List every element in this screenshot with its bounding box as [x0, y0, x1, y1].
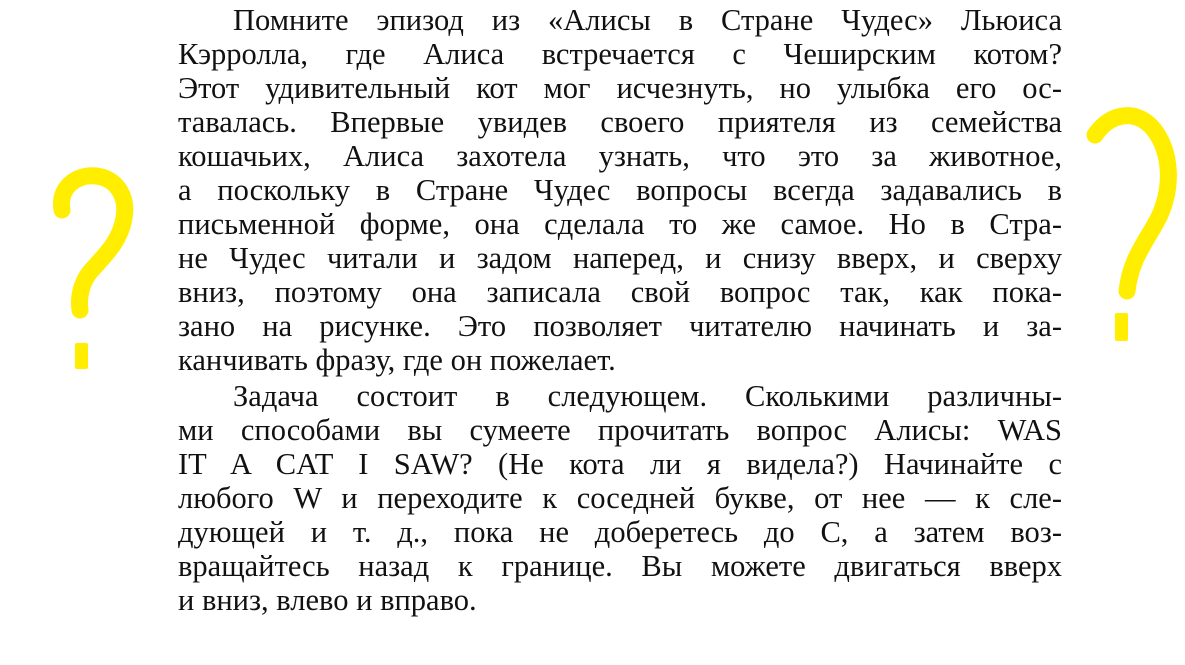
paragraph-1-line-3: Этот удивительный кот мог исчезнуть, но улыбка его ос- [178, 71, 1062, 105]
paragraph-1-line-6: а поскольку в Стране Чудес вопросы всегда задавались в [178, 173, 1062, 207]
question-mark-icon [48, 160, 143, 375]
paragraph-2-line-6: вращайтесь назад к границе. Вы можете двигаться вверх [178, 549, 1062, 583]
question-mark-icon [1075, 95, 1180, 345]
paragraph-2-line-1: Задача состоит в следующем. Сколькими различны- [233, 379, 1062, 413]
paragraph-1-line-1: Помните эпизод из «Алисы в Стране Чудес» Льюиса [233, 3, 1062, 37]
paragraph-1-line-11: канчивать фразу, где он пожелает. [178, 343, 616, 377]
paragraph-2-line-5: дующей и т. д., пока не доберетесь до С, а затем воз- [178, 515, 1062, 549]
paragraph-1-line-2: Кэрролла, где Алиса встречается с Чеширским котом? [178, 37, 1062, 71]
paragraph-1-line-7: письменной форме, она сделала то же самое. Но в Стра- [178, 207, 1062, 241]
paragraph-2-line-3: IT A CAT I SAW? (Не кота ли я видела?) Начинайте с [178, 447, 1062, 481]
paragraph-1-line-10: зано на рисунке. Это позволяет читателю начинать и за- [178, 309, 1062, 343]
paragraph-1-line-5: кошачьих, Алиса захотела узнать, что это за животное, [178, 139, 1062, 173]
paragraph-1-line-9: вниз, поэтому она записала свой вопрос так, как пока- [178, 275, 1062, 309]
paragraph-2-line-4: любого W и переходите к соседней букве, от нее — к сле- [178, 481, 1062, 515]
paragraph-1-line-8: не Чудес читали и задом наперед, и снизу вверх, и сверху [178, 241, 1062, 275]
paragraph-1-line-4: тавалась. Впервые увидев своего приятеля из семейства [178, 105, 1062, 139]
paragraph-2-line-7: и вниз, влево и вправо. [178, 583, 477, 617]
paragraph-2-line-2: ми способами вы сумеете прочитать вопрос Алисы: WAS [178, 413, 1062, 447]
